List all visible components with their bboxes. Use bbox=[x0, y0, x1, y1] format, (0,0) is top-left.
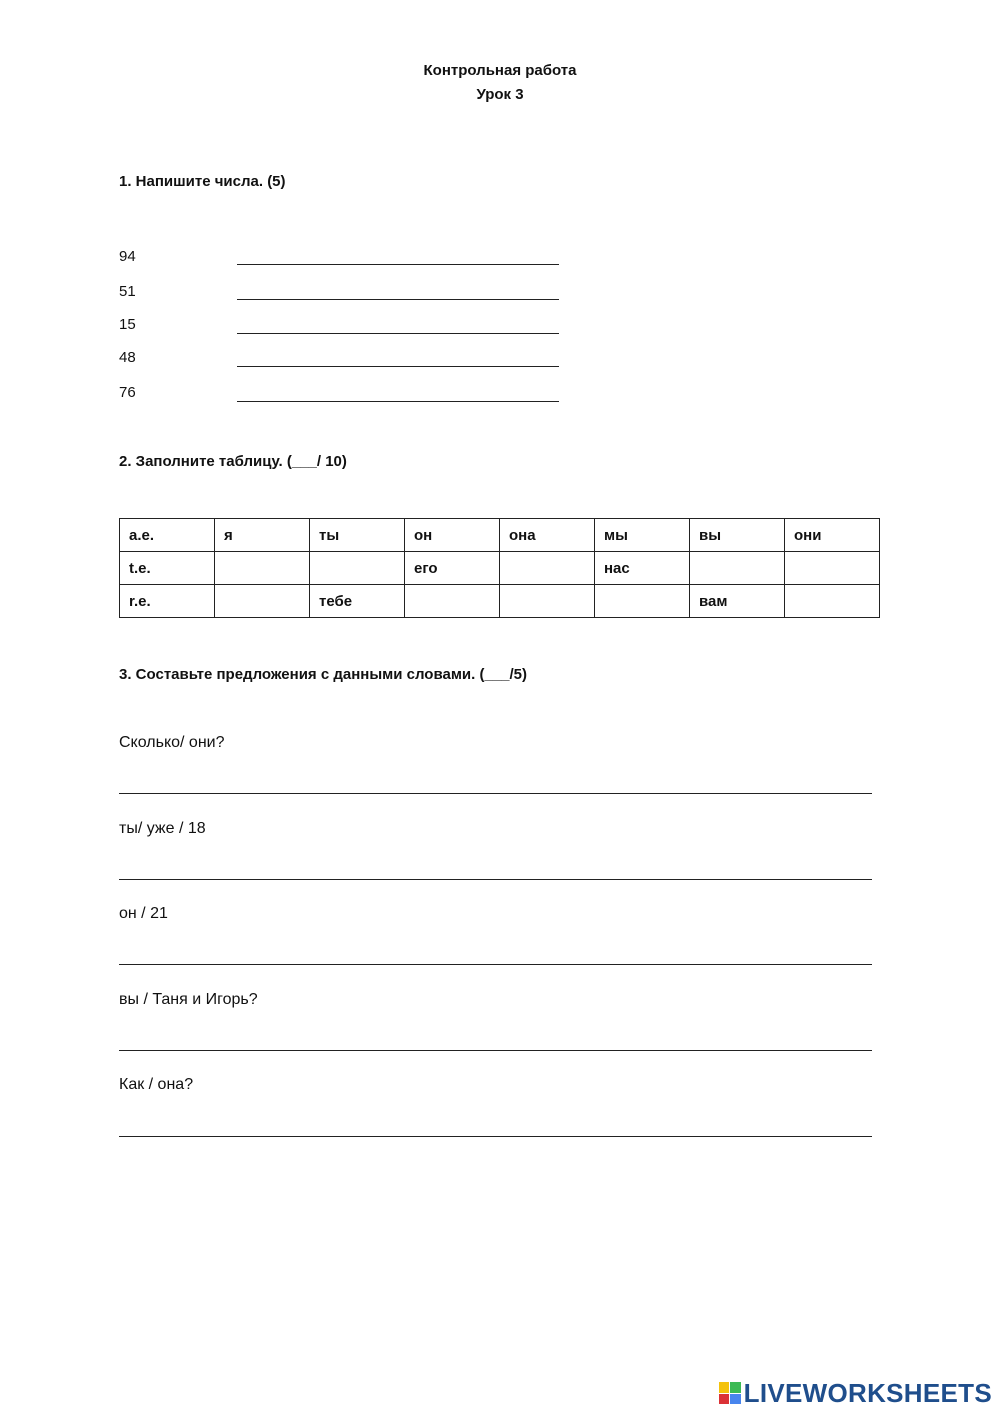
task1-heading: 1. Напишите числа. (5) bbox=[119, 173, 286, 190]
page-subtitle: Урок 3 bbox=[476, 86, 524, 103]
answer-line[interactable] bbox=[237, 299, 559, 300]
answer-line[interactable] bbox=[237, 366, 559, 367]
table-cell: ты bbox=[310, 519, 405, 552]
sentence-prompt: он / 21 bbox=[119, 905, 168, 922]
answer-line[interactable] bbox=[237, 264, 559, 265]
table-input-cell[interactable] bbox=[785, 585, 880, 618]
table-input-cell[interactable] bbox=[310, 552, 405, 585]
answer-line[interactable] bbox=[237, 333, 559, 334]
table-cell: вам bbox=[690, 585, 785, 618]
task2-heading: 2. Заполните таблицу. (___/ 10) bbox=[119, 453, 347, 470]
table-cell: r.e. bbox=[120, 585, 215, 618]
table-cell: его bbox=[405, 552, 500, 585]
page-title: Контрольная работа bbox=[423, 62, 577, 79]
number-label: 48 bbox=[119, 349, 136, 366]
table-row bbox=[120, 552, 880, 585]
table-input-cell[interactable] bbox=[690, 552, 785, 585]
sentence-prompt: ты/ уже / 18 bbox=[119, 820, 206, 837]
table-input-cell[interactable] bbox=[595, 585, 690, 618]
sentence-prompt: Сколько/ они? bbox=[119, 734, 225, 751]
logo-mark-icon bbox=[719, 1382, 741, 1404]
table-input-cell[interactable] bbox=[500, 585, 595, 618]
table-input-cell[interactable] bbox=[405, 585, 500, 618]
table-input-cell[interactable] bbox=[500, 552, 595, 585]
sentence-answer-line[interactable] bbox=[119, 964, 872, 965]
sentence-prompt: вы / Таня и Игорь? bbox=[119, 991, 258, 1008]
task3-heading: 3. Составьте предложения с данными словами. (___/5) bbox=[119, 666, 528, 683]
table-row bbox=[120, 519, 880, 552]
sentence-answer-line[interactable] bbox=[119, 793, 872, 794]
answer-line[interactable] bbox=[237, 401, 559, 402]
table-cell: мы bbox=[595, 519, 690, 552]
sentence-answer-line[interactable] bbox=[119, 879, 872, 880]
table-input-cell[interactable] bbox=[785, 552, 880, 585]
table-cell: а.е. bbox=[120, 519, 215, 552]
table-cell: он bbox=[405, 519, 500, 552]
table-cell: они bbox=[785, 519, 880, 552]
number-label: 94 bbox=[119, 248, 136, 265]
table-cell: она bbox=[500, 519, 595, 552]
sentence-answer-line[interactable] bbox=[119, 1136, 872, 1137]
table-cell: тебе bbox=[310, 585, 405, 618]
sentence-answer-line[interactable] bbox=[119, 1050, 872, 1051]
table-cell: t.e. bbox=[120, 552, 215, 585]
table-input-cell[interactable] bbox=[215, 585, 310, 618]
pronoun-table bbox=[119, 518, 880, 618]
number-label: 76 bbox=[119, 384, 136, 401]
table-cell: я bbox=[215, 519, 310, 552]
liveworksheets-logo bbox=[719, 1378, 992, 1408]
table-cell: вы bbox=[690, 519, 785, 552]
number-label: 51 bbox=[119, 283, 136, 300]
sentence-prompt: Как / она? bbox=[119, 1076, 194, 1093]
number-label: 15 bbox=[119, 316, 136, 333]
table-input-cell[interactable] bbox=[215, 552, 310, 585]
logo-text: LIVEWORKSHEETS bbox=[743, 1377, 992, 1408]
table-cell: нас bbox=[595, 552, 690, 585]
table-row bbox=[120, 585, 880, 618]
